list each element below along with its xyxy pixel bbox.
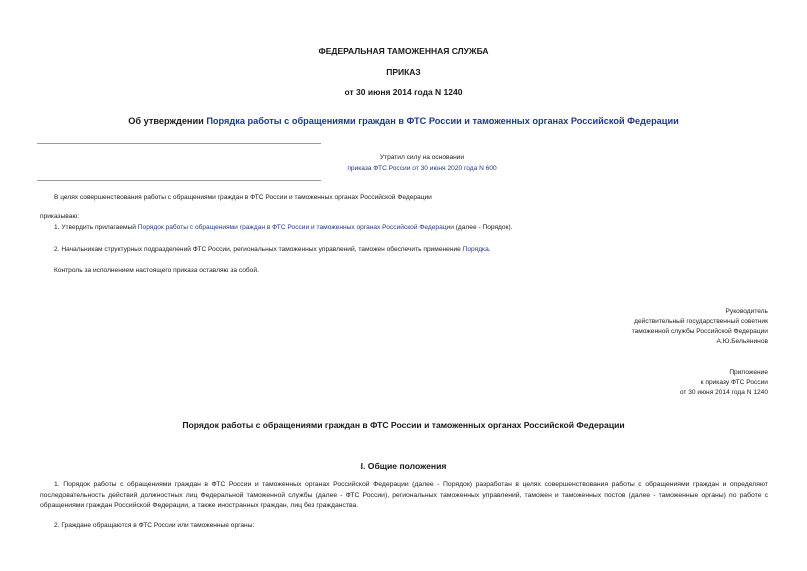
control-paragraph: Контроль за исполнением настоящего приказа оставляю за собой. <box>54 267 259 274</box>
signatory-position: Руководитель <box>725 308 768 315</box>
signatory-name: А.Ю.Бельянинов <box>716 338 768 345</box>
title-prefix: Об утверждении <box>128 116 207 126</box>
procedure-link[interactable]: Порядок работы с обращениями граждан в ФТС России и таможенных органах Российской Федерации <box>137 224 454 231</box>
procedure-paragraph-2: 2. Граждане обращаются в ФТС России или таможенные органы: <box>54 522 255 529</box>
appendix-ref-line2: от 30 июня 2014 года N 1240 <box>679 389 768 396</box>
divider-bottom <box>37 180 321 181</box>
section-heading: I. Общие положения <box>360 461 447 471</box>
procedure-paragraph-1: 1. Порядок работы с обращениями граждан в ФТС России и таможенных органах Российской Федерации (далее - Порядок) разработан в целях совершенствования работы с обращениями граждан и определяют последовательность действий должностных лиц Федеральной таможенной службы (далее - ФТС России), региональных таможенных управлений, таможен и таможенных постов (далее - таможенные органы) по работе с обращениями граждан Российской Федерации, а также иностранных граждан, лиц без гражданства. <box>40 481 768 510</box>
document-type: ПРИКАЗ <box>386 67 421 77</box>
repeal-notice-text: Утратил силу на основании <box>379 154 465 161</box>
title-link[interactable]: Порядка работы с обращениями граждан в ФТС России и таможенных органах Российской Федерации <box>206 116 679 126</box>
agency-name: ФЕДЕРАЛЬНАЯ ТАМОЖЕННАЯ СЛУЖБА <box>318 46 489 56</box>
intro-paragraph: В целях совершенствования работы с обращениями граждан в ФТС России и таможенных органах Российской Федерации <box>54 194 432 201</box>
signatory-rank-line2: таможенной службы Российской Федерации <box>631 328 768 335</box>
document-title <box>0 116 807 126</box>
procedure-title: Порядок работы с обращениями граждан в ФТС России и таможенных органах Российской Федерации <box>182 420 625 430</box>
repeal-notice-link[interactable]: приказа ФТС России от 30 июня 2020 года N 600 <box>347 165 497 172</box>
procedure-short-link[interactable]: Порядка <box>462 246 489 253</box>
appendix-ref-line1: к приказу ФТС России <box>700 379 768 386</box>
divider-top <box>37 143 321 144</box>
item-2: 2. Начальникам структурных подразделений ФТС России, региональных таможенных управлений, таможен обеспечить применение Порядка. <box>54 246 491 253</box>
appendix-label: Приложение <box>729 369 768 376</box>
order-word: приказываю: <box>40 213 80 220</box>
signatory-rank-line1: действительный государственный советник <box>634 318 768 325</box>
document-date-number: от 30 июня 2014 года N 1240 <box>344 87 463 97</box>
item-1: 1. Утвердить прилагаемый Порядок работы с обращениями граждан в ФТС России и таможенных органах Российской Федерации (далее - Порядок). <box>54 224 513 231</box>
